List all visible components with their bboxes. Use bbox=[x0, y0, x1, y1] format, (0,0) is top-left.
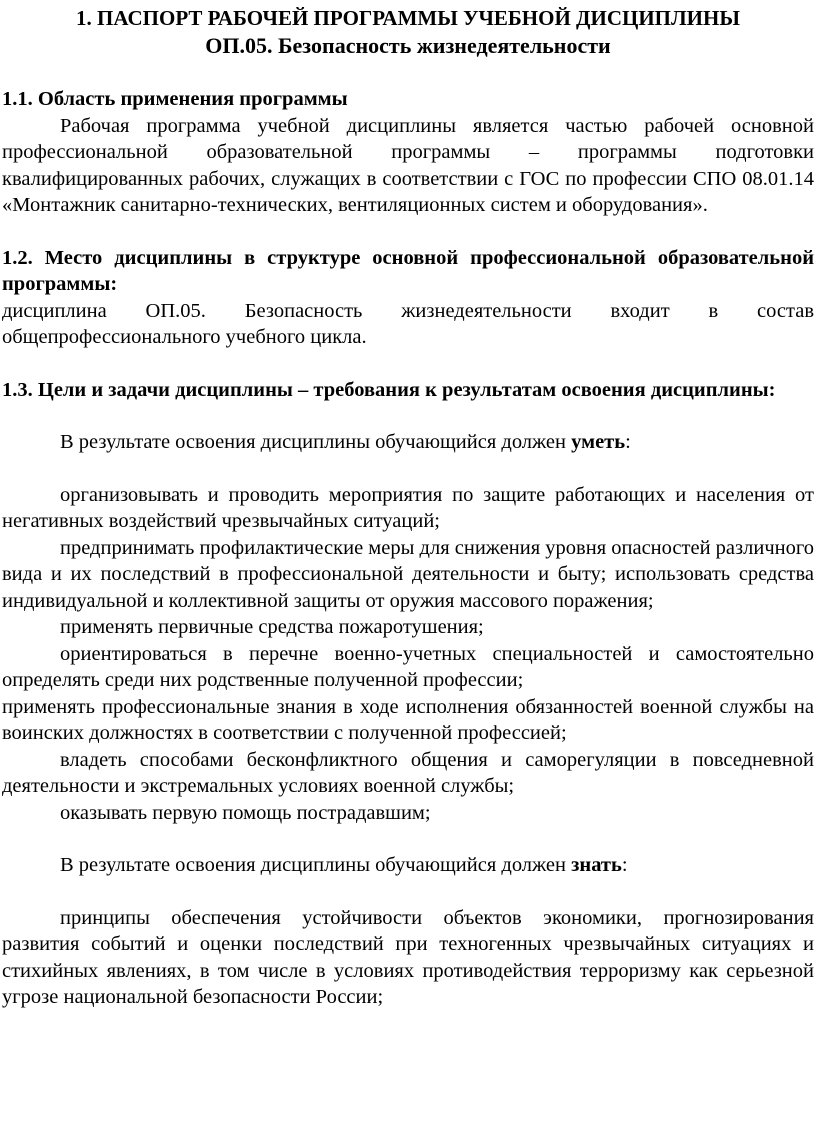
skill-item: организовывать и проводить мероприятия по защите работающих и населения от негативных воздействий чрезвычайных ситуаций; bbox=[2, 483, 814, 532]
spacer bbox=[2, 826, 814, 852]
spacer bbox=[2, 219, 814, 245]
knowledge-intro-keyword: знать bbox=[571, 854, 622, 876]
spacer bbox=[2, 403, 814, 429]
page-subtitle: ОП.05. Безопасность жизнедеятельности bbox=[205, 33, 611, 58]
skill-item: применять профессиональные знания в ходе исполнения обязанностей военной службы на воинских должностях в соответствии с полученной профессией; bbox=[2, 695, 814, 744]
spacer bbox=[2, 456, 814, 482]
section-2-text: дисциплина ОП.05. Безопасность жизнедеятельности входит в состав общепрофессионального учебного цикла. bbox=[2, 299, 814, 348]
spacer bbox=[2, 879, 814, 905]
knowledge-intro bbox=[2, 852, 814, 879]
spacer bbox=[2, 351, 814, 377]
skills-intro-colon: : bbox=[625, 431, 631, 453]
skill-item: предпринимать профилактические меры для снижения уровня опасностей различного вида и их последствий в профессиональной деятельности и быту; использовать средства индивидуальной и коллективной защиты от оружия массового поражения; bbox=[2, 536, 814, 612]
section-1-heading: 1.1. Область применения программы bbox=[2, 88, 348, 110]
skill-item: ориентироваться в перечне военно-учетных специальностей и самостоятельно определять среди них родственные полученной профессии; bbox=[2, 642, 814, 691]
section-2-heading: 1.2. Место дисциплины в структуре основной профессиональной образовательной программы: bbox=[2, 246, 814, 295]
skills-intro-keyword: уметь bbox=[571, 431, 626, 453]
skill-item: применять первичные средства пожаротушения; bbox=[60, 616, 484, 638]
skills-intro bbox=[2, 429, 814, 456]
page-title: 1. ПАСПОРТ РАБОЧЕЙ ПРОГРАММЫ УЧЕБНОЙ ДИСЦИПЛИНЫ bbox=[76, 6, 740, 30]
skills-intro-text: В результате освоения дисциплины обучающийся должен bbox=[60, 431, 572, 453]
section-3-heading: 1.3. Цели и задачи дисциплины – требования к результатам освоения дисциплины: bbox=[2, 378, 776, 401]
knowledge-item: принципы обеспечения устойчивости объектов экономики, прогнозирования развития событий и оценки последствий при техногенных чрезвычайных ситуациях и стихийных явлениях, в том числе в условиях противодействия терроризму как серьезной угрозе национальной безопасности России; bbox=[2, 906, 814, 1008]
knowledge-intro-colon: : bbox=[621, 854, 628, 876]
skill-item: оказывать первую помощь пострадавшим; bbox=[60, 801, 431, 824]
skill-item: владеть способами бесконфликтного общения и саморегуляции в повседневной деятельности и экстремальных условиях военной службы; bbox=[2, 748, 814, 797]
knowledge-intro-text: В результате освоения дисциплины обучающийся должен bbox=[60, 854, 572, 876]
section-1-text: Рабочая программа учебной дисциплины является частью рабочей основной профессиональной образовательной программы – программы подготовки квалифицированных рабочих, служащих в соответствии с ГОС по профессии СПО 08.01.14 «Монтажник санитарно-технических, вентиляционных систем и оборудования». bbox=[2, 114, 814, 216]
